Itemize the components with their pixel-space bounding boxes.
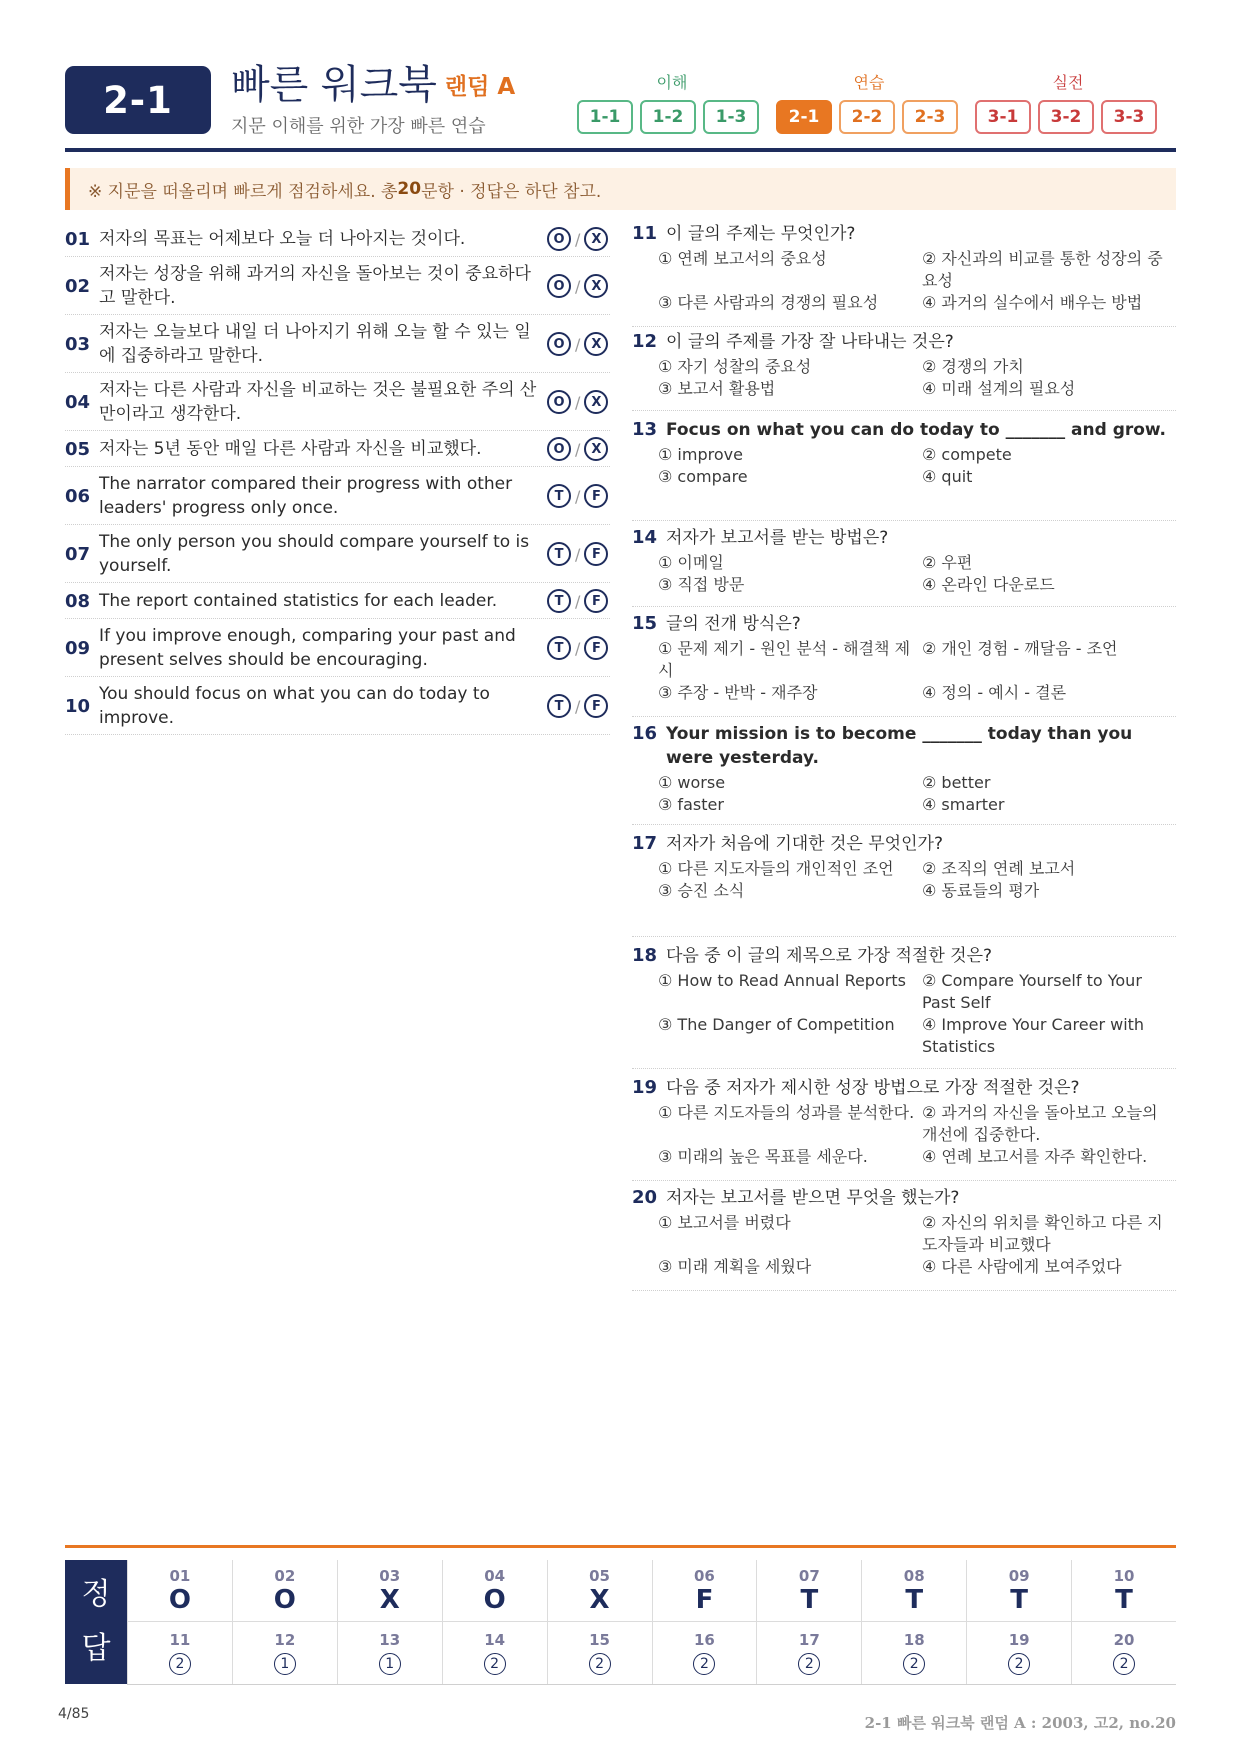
answer-key bbox=[127, 1560, 1176, 1685]
option-3[interactable]: ③ 주장 - 반박 - 재주장 bbox=[658, 683, 818, 702]
answer-cell: 02 O bbox=[232, 1560, 337, 1622]
x-mark-icon[interactable]: X bbox=[584, 390, 608, 414]
item-number: 06 bbox=[65, 485, 91, 507]
mc-item-12 bbox=[632, 330, 1176, 411]
option-3[interactable]: ③ 직접 방문 bbox=[658, 575, 745, 594]
category-understanding: 이해 bbox=[656, 73, 688, 92]
x-mark-icon[interactable]: X bbox=[584, 332, 608, 356]
item-number: 03 bbox=[65, 333, 91, 355]
mc-item-16 bbox=[632, 722, 1176, 825]
item-number: 09 bbox=[65, 637, 91, 659]
option-4[interactable]: ④ 다른 사람에게 보여주었다 bbox=[922, 1257, 1122, 1276]
option-4[interactable]: ④ 과거의 실수에서 배우는 방법 bbox=[922, 293, 1143, 312]
item-number: 20 bbox=[632, 1187, 658, 1208]
option-1[interactable]: ① improve bbox=[658, 445, 743, 464]
notice-suffix: 문항 · 정답은 하단 참고. bbox=[421, 181, 602, 202]
mc-item-20 bbox=[632, 1186, 1176, 1291]
x-mark-icon[interactable]: X bbox=[584, 274, 608, 298]
item-number: 17 bbox=[632, 833, 658, 854]
option-2[interactable]: ② 과거의 자신을 돌아보고 오늘의 개선에 집중한다. bbox=[922, 1103, 1158, 1144]
option-1[interactable]: ① 이메일 bbox=[658, 553, 724, 572]
page-subtitle: 지문 이해를 위한 가장 빠른 연습 bbox=[231, 116, 486, 137]
header-divider bbox=[65, 148, 1176, 152]
answer-cell: 09 T bbox=[966, 1560, 1071, 1622]
f-mark-icon[interactable]: F bbox=[584, 589, 608, 613]
category-practice: 연습 bbox=[853, 73, 885, 92]
item-text: The only person you should compare yourself to is yourself. bbox=[99, 532, 530, 576]
tf-item-01: 01 저자의 목표는 어제보다 오늘 더 나아지는 것이다. O / X bbox=[65, 222, 610, 257]
circled-number-icon: 2 bbox=[1113, 1653, 1135, 1675]
answer-cell: 05 X bbox=[547, 1560, 652, 1622]
notice-count: 20 bbox=[397, 179, 422, 199]
mc-item-17 bbox=[632, 832, 1176, 937]
nav-2-1[interactable]: 2-1 bbox=[776, 100, 832, 134]
option-4[interactable]: ④ 미래 설계의 필요성 bbox=[922, 379, 1076, 398]
item-text: The narrator compared their progress with other leaders' progress only once. bbox=[99, 474, 513, 518]
nav-2-3[interactable]: 2-3 bbox=[902, 100, 958, 134]
o-mark-icon[interactable]: O bbox=[547, 437, 571, 461]
nav-2-2[interactable]: 2-2 bbox=[839, 100, 895, 134]
circled-number-icon: 1 bbox=[274, 1653, 296, 1675]
item-number: 19 bbox=[632, 1077, 658, 1098]
option-1[interactable]: ① How to Read Annual Reports bbox=[658, 971, 906, 990]
answer-label: 정 답 bbox=[65, 1560, 127, 1684]
mc-item-15 bbox=[632, 612, 1176, 717]
option-1[interactable]: ① 자기 성찰의 중요성 bbox=[658, 357, 812, 376]
option-4[interactable]: ④ quit bbox=[922, 467, 973, 486]
tf-item-06: 06 The narrator compared their progress with other leaders' progress only once. T / F bbox=[65, 468, 610, 525]
option-3[interactable]: ③ 승진 소식 bbox=[658, 881, 745, 900]
item-text: 저자는 성장을 위해 과거의 자신을 돌아보는 것이 중요하다고 말한다. bbox=[99, 264, 531, 308]
item-number: 05 bbox=[65, 438, 91, 460]
circled-number-icon: 2 bbox=[903, 1653, 925, 1675]
source-note: 2-1 빠른 워크북 랜덤 A : 2003, 고2, no.20 bbox=[864, 1714, 1176, 1732]
option-2[interactable]: ② 우편 bbox=[922, 553, 973, 572]
tf-item-02: 02 저자는 성장을 위해 과거의 자신을 돌아보는 것이 중요하다고 말한다. O / X bbox=[65, 258, 610, 315]
answer-cell: 12 1 bbox=[232, 1622, 337, 1684]
option-4[interactable]: ④ 연례 보고서를 자주 확인한다. bbox=[922, 1147, 1148, 1166]
option-4[interactable]: ④ smarter bbox=[922, 795, 1005, 814]
option-4[interactable]: ④ 정의 - 예시 - 결론 bbox=[922, 683, 1067, 702]
answer-cell: 13 1 bbox=[337, 1622, 442, 1684]
item-number: 15 bbox=[632, 613, 658, 634]
option-3[interactable]: ③ 보고서 활용법 bbox=[658, 379, 776, 398]
answer-cell: 07 T bbox=[756, 1560, 861, 1622]
circled-number-icon: 2 bbox=[169, 1653, 191, 1675]
question-stem: 다음 중 이 글의 제목으로 가장 적절한 것은? bbox=[666, 946, 993, 966]
answer-cell: 17 2 bbox=[756, 1622, 861, 1684]
option-1[interactable]: ① 다른 지도자들의 성과를 분석한다. bbox=[658, 1103, 915, 1122]
option-1[interactable]: ① 다른 지도자들의 개인적인 조언 bbox=[658, 859, 894, 878]
option-1[interactable]: ① 보고서를 버렸다 bbox=[658, 1213, 791, 1232]
answer-cell: 20 2 bbox=[1071, 1622, 1176, 1684]
nav-3-2[interactable]: 3-2 bbox=[1038, 100, 1094, 134]
tf-item-04: 04 저자는 다른 사람과 자신을 비교하는 것은 불필요한 주의 산만이라고 생각한다. O / X bbox=[65, 374, 610, 431]
tf-item-10: 10 You should focus on what you can do today to improve. T / F bbox=[65, 678, 610, 735]
item-text: 저자는 다른 사람과 자신을 비교하는 것은 불필요한 주의 산만이라고 생각한다. bbox=[99, 380, 537, 424]
option-2[interactable]: ② 조직의 연례 보고서 bbox=[922, 859, 1076, 878]
option-2[interactable]: ② 자신과의 비교를 통한 성장의 중요성 bbox=[922, 249, 1163, 290]
item-text: The report contained statistics for each leader. bbox=[99, 591, 498, 611]
item-text: You should focus on what you can do today to improve. bbox=[99, 684, 490, 728]
item-text: 저자는 5년 동안 매일 다른 사람과 자신을 비교했다. bbox=[99, 439, 482, 459]
item-number: 10 bbox=[65, 695, 91, 717]
f-mark-icon[interactable]: F bbox=[584, 636, 608, 660]
answer-cell: 04 O bbox=[442, 1560, 547, 1622]
option-3[interactable]: ③ faster bbox=[658, 795, 724, 814]
x-mark-icon[interactable]: X bbox=[584, 437, 608, 461]
circled-number-icon: 2 bbox=[798, 1653, 820, 1675]
answer-cell: 19 2 bbox=[966, 1622, 1071, 1684]
option-2[interactable]: ② 자신의 위치를 확인하고 다른 지도자들과 비교했다 bbox=[922, 1213, 1163, 1254]
variant-label: 랜덤 A bbox=[444, 74, 516, 100]
circled-number-icon: 2 bbox=[589, 1653, 611, 1675]
answer-cell: 03 X bbox=[337, 1560, 442, 1622]
tf-item-09: 09 If you improve enough, comparing your past and present selves should be encouraging. T / F bbox=[65, 620, 610, 677]
nav-3-1[interactable]: 3-1 bbox=[975, 100, 1031, 134]
t-mark-icon[interactable]: T bbox=[547, 542, 571, 566]
option-3[interactable]: ③ 미래 계획을 세웠다 bbox=[658, 1257, 812, 1276]
option-2[interactable]: ② better bbox=[922, 773, 991, 792]
item-number: 11 bbox=[632, 223, 658, 244]
item-number: 02 bbox=[65, 275, 91, 297]
page-title bbox=[231, 62, 515, 110]
o-mark-icon[interactable]: O bbox=[547, 227, 571, 251]
option-3[interactable]: ③ 다른 사람과의 경쟁의 필요성 bbox=[658, 293, 879, 312]
mc-item-14 bbox=[632, 526, 1176, 607]
item-text: 저자는 오늘보다 내일 더 나아지기 위해 오늘 할 수 있는 일에 집중하라고 말한다. bbox=[99, 322, 531, 366]
circled-number-icon: 2 bbox=[484, 1653, 506, 1675]
option-1[interactable]: ① 문제 제기 - 원인 분석 - 해결책 제시 bbox=[658, 639, 911, 680]
item-text: 저자의 목표는 어제보다 오늘 더 나아지는 것이다. bbox=[99, 229, 466, 249]
tf-item-03: 03 저자는 오늘보다 내일 더 나아지기 위해 오늘 할 수 있는 일에 집중하라고 말한다. O / X bbox=[65, 316, 610, 373]
mc-item-11 bbox=[632, 222, 1176, 327]
f-mark-icon[interactable]: F bbox=[584, 542, 608, 566]
f-mark-icon[interactable]: F bbox=[584, 694, 608, 718]
item-number: 18 bbox=[632, 945, 658, 966]
question-stem: 이 글의 주제는 무엇인가? bbox=[666, 224, 856, 244]
question-stem: Your mission is to become _______ today than you were yesterday. bbox=[666, 724, 1133, 768]
option-4[interactable]: ④ 동료들의 평가 bbox=[922, 881, 1040, 900]
mc-item-13 bbox=[632, 418, 1176, 521]
answer-cell: 06 F bbox=[652, 1560, 757, 1622]
item-number: 16 bbox=[632, 723, 658, 744]
option-4[interactable]: ④ Improve Your Career with Statistics bbox=[922, 1015, 1145, 1056]
answer-cell: 08 T bbox=[861, 1560, 966, 1622]
question-stem: 이 글의 주제를 가장 잘 나타내는 것은? bbox=[666, 332, 954, 352]
question-stem: 글의 전개 방식은? bbox=[666, 614, 801, 634]
item-number: 04 bbox=[65, 391, 91, 413]
o-mark-icon[interactable]: O bbox=[547, 274, 571, 298]
question-stem: 저자가 처음에 기대한 것은 무엇인가? bbox=[666, 834, 943, 854]
o-mark-icon[interactable]: O bbox=[547, 332, 571, 356]
item-number: 12 bbox=[632, 331, 658, 352]
question-stem: 다음 중 저자가 제시한 성장 방법으로 가장 적절한 것은? bbox=[666, 1078, 1080, 1098]
question-stem: 저자가 보고서를 받는 방법은? bbox=[666, 528, 889, 548]
circled-number-icon: 2 bbox=[1008, 1653, 1030, 1675]
section-badge: 2-1 bbox=[65, 66, 211, 134]
item-number: 01 bbox=[65, 228, 91, 250]
answer-cell: 15 2 bbox=[547, 1622, 652, 1684]
item-number: 14 bbox=[632, 527, 658, 548]
item-number: 08 bbox=[65, 590, 91, 612]
answer-cell: 11 2 bbox=[127, 1622, 232, 1684]
x-mark-icon[interactable]: X bbox=[584, 227, 608, 251]
answer-cell: 10 T bbox=[1071, 1560, 1176, 1622]
notice-prefix: ※ 지문을 떠올리며 빠르게 점검하세요. 총 bbox=[88, 181, 398, 202]
tf-item-08: 08 The report contained statistics for each leader. T / F bbox=[65, 584, 610, 619]
nav-3-3[interactable]: 3-3 bbox=[1101, 100, 1157, 134]
t-mark-icon[interactable]: T bbox=[547, 484, 571, 508]
answer-cell: 18 2 bbox=[861, 1622, 966, 1684]
t-mark-icon[interactable]: T bbox=[547, 589, 571, 613]
circled-number-icon: 1 bbox=[379, 1653, 401, 1675]
nav-1-3[interactable]: 1-3 bbox=[703, 100, 759, 134]
tf-item-07: 07 The only person you should compare yourself to is yourself. T / F bbox=[65, 526, 610, 583]
nav-1-2[interactable]: 1-2 bbox=[640, 100, 696, 134]
tf-item-05: 05 저자는 5년 동안 매일 다른 사람과 자신을 비교했다. O / X bbox=[65, 432, 610, 467]
title-text: 빠른 워크북 bbox=[231, 62, 437, 108]
option-2[interactable]: ② compete bbox=[922, 445, 1012, 464]
nav-1-1[interactable]: 1-1 bbox=[577, 100, 633, 134]
t-mark-icon[interactable]: T bbox=[547, 694, 571, 718]
answer-divider bbox=[65, 1545, 1176, 1548]
item-number: 07 bbox=[65, 543, 91, 565]
notice-banner bbox=[65, 168, 1176, 210]
page-number: 4/85 bbox=[58, 1706, 90, 1722]
option-2[interactable]: ② 개인 경험 - 깨달음 - 조언 bbox=[922, 639, 1118, 658]
question-stem: 저자는 보고서를 받으면 무엇을 했는가? bbox=[666, 1188, 960, 1208]
option-2[interactable]: ② 경쟁의 가치 bbox=[922, 357, 1024, 376]
item-text: If you improve enough, comparing your past and present selves should be encouraging. bbox=[99, 626, 516, 670]
answer-cell: 16 2 bbox=[652, 1622, 757, 1684]
option-4[interactable]: ④ 온라인 다운로드 bbox=[922, 575, 1055, 594]
answer-cell: 01 O bbox=[127, 1560, 232, 1622]
option-1[interactable]: ① 연례 보고서의 중요성 bbox=[658, 249, 827, 268]
option-3[interactable]: ③ 미래의 높은 목표를 세운다. bbox=[658, 1147, 868, 1166]
mc-item-19 bbox=[632, 1076, 1176, 1181]
circled-number-icon: 2 bbox=[693, 1653, 715, 1675]
question-stem: Focus on what you can do today to _______ and grow. bbox=[666, 420, 1166, 440]
option-1[interactable]: ① worse bbox=[658, 773, 726, 792]
o-mark-icon[interactable]: O bbox=[547, 390, 571, 414]
item-number: 13 bbox=[632, 419, 658, 440]
option-3[interactable]: ③ compare bbox=[658, 467, 748, 486]
option-2[interactable]: ② Compare Yourself to Your Past Self bbox=[922, 971, 1142, 1012]
option-3[interactable]: ③ The Danger of Competition bbox=[658, 1015, 895, 1034]
f-mark-icon[interactable]: F bbox=[584, 484, 608, 508]
answer-cell: 14 2 bbox=[442, 1622, 547, 1684]
mc-item-18 bbox=[632, 944, 1176, 1069]
category-real: 실전 bbox=[1052, 73, 1084, 92]
t-mark-icon[interactable]: T bbox=[547, 636, 571, 660]
